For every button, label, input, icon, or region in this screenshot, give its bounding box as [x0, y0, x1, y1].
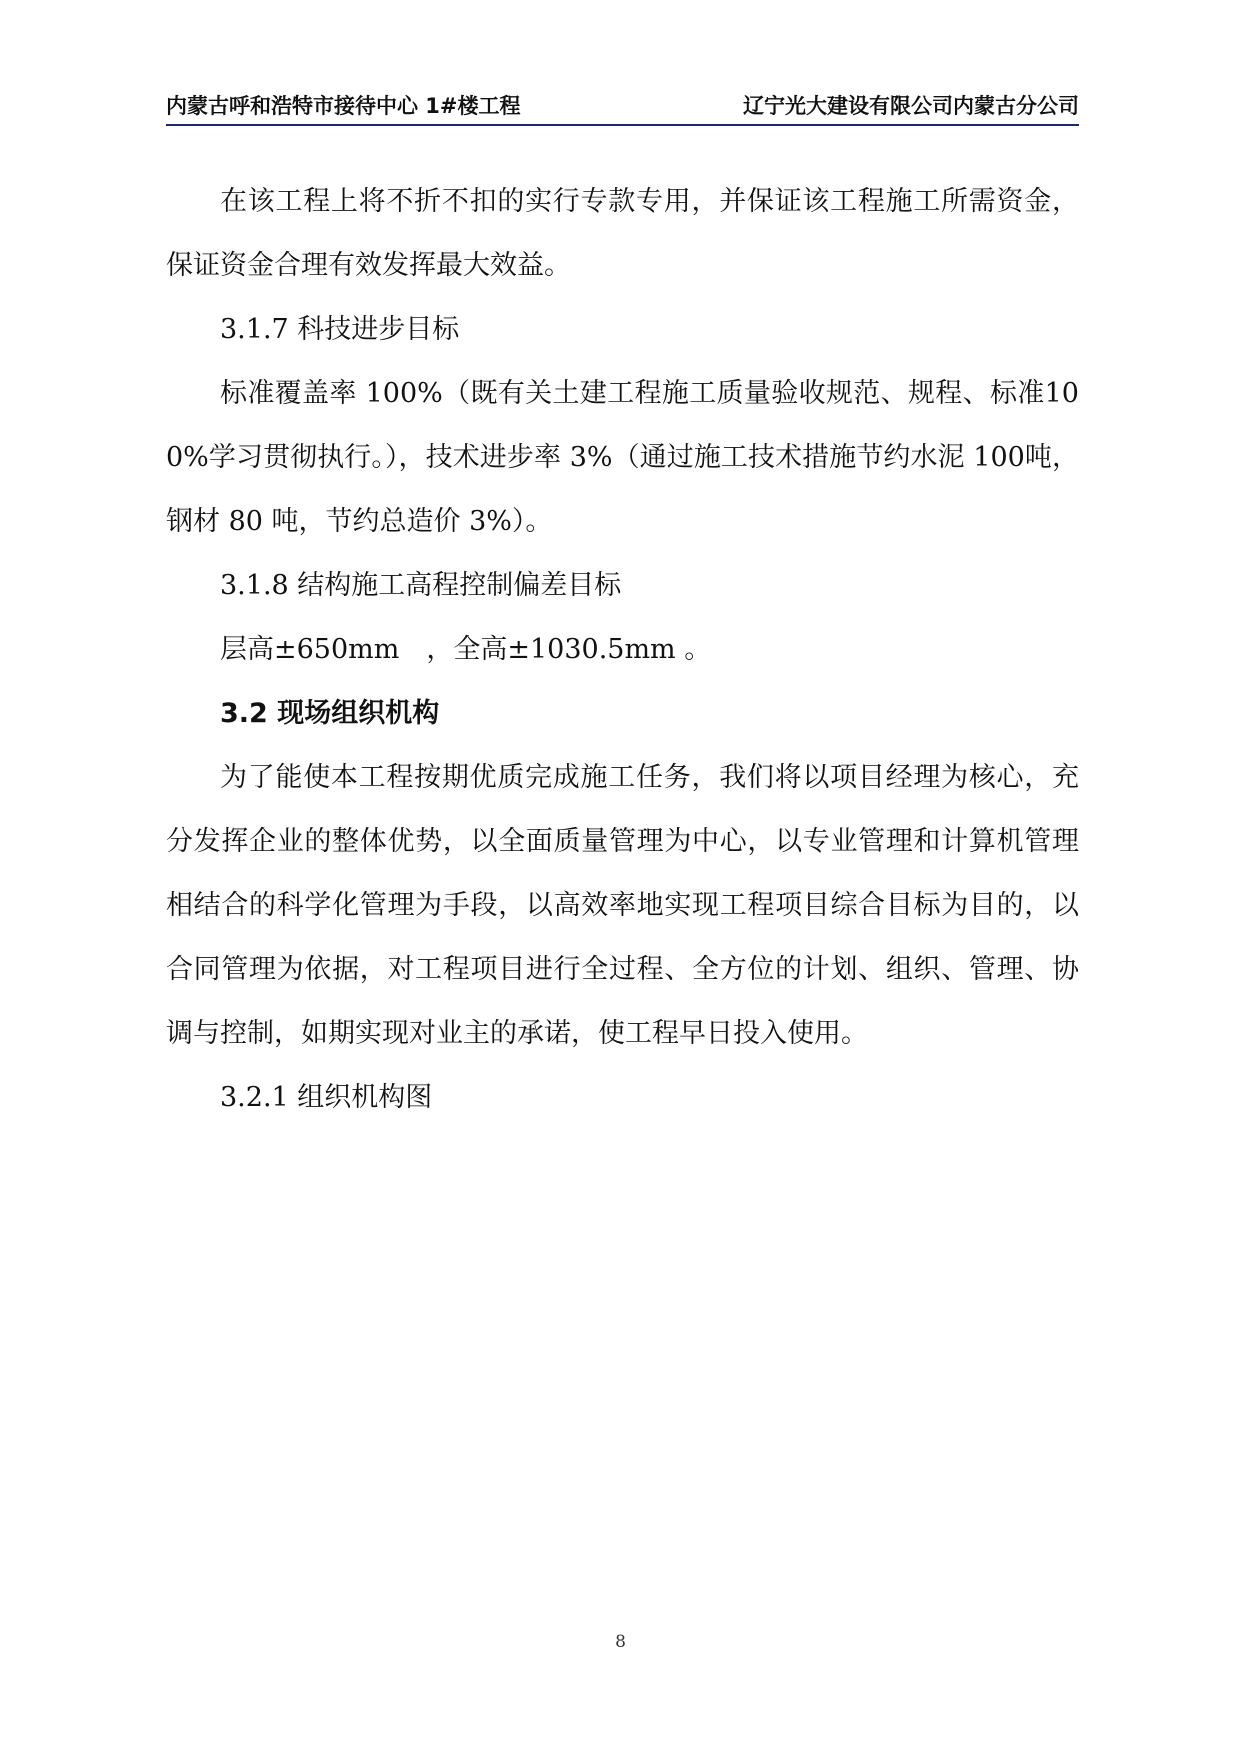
header-project-title: 内蒙古呼和浩特市接待中心 1#楼工程 [166, 94, 521, 118]
header-company-name: 辽宁光大建设有限公司内蒙古分公司 [743, 94, 1079, 118]
page-header [166, 92, 1079, 126]
paragraph-elevation-tolerance: 层高±650mm ，全高±1030.5mm 。 [220, 634, 712, 665]
section-3-2-1-title: 3.2.1 组织机构图 [220, 1082, 433, 1113]
document-body [166, 170, 1079, 1130]
section-3-1-8-title: 3.1.8 结构施工高程控制偏差目标 [220, 570, 622, 601]
paragraph-fund-guarantee: 在该工程上将不折不扣的实行专款专用，并保证该工程施工所需资金，保证资金合理有效发挥最大效益。 [166, 186, 1079, 281]
page-number: 8 [615, 1632, 626, 1652]
paragraph-site-organization: 为了能使本工程按期优质完成施工任务，我们将以项目经理为核心，充分发挥企业的整体优势，以全面质量管理为中心，以专业管理和计算机管理相结合的科学化管理为手段，以高效率地实现工程项目综合目标为目的，以合同管理为依据，对工程项目进行全过程、全方位的计划、组织、管理、协调与控制，如期实现对业主的承诺，使工程早日投入使用。 [166, 762, 1079, 1049]
section-3-2-heading: 3.2 现场组织机构 [220, 698, 440, 729]
section-3-1-7-title: 3.1.7 科技进步目标 [220, 314, 460, 345]
paragraph-tech-progress: 标准覆盖率 100%（既有关土建工程施工质量验收规范、规程、标准100%学习贯彻执行。），技术进步率 3%（通过施工技术措施节约水泥 100吨，钢材 80 吨，节约总造价 3%）。 [166, 378, 1079, 537]
